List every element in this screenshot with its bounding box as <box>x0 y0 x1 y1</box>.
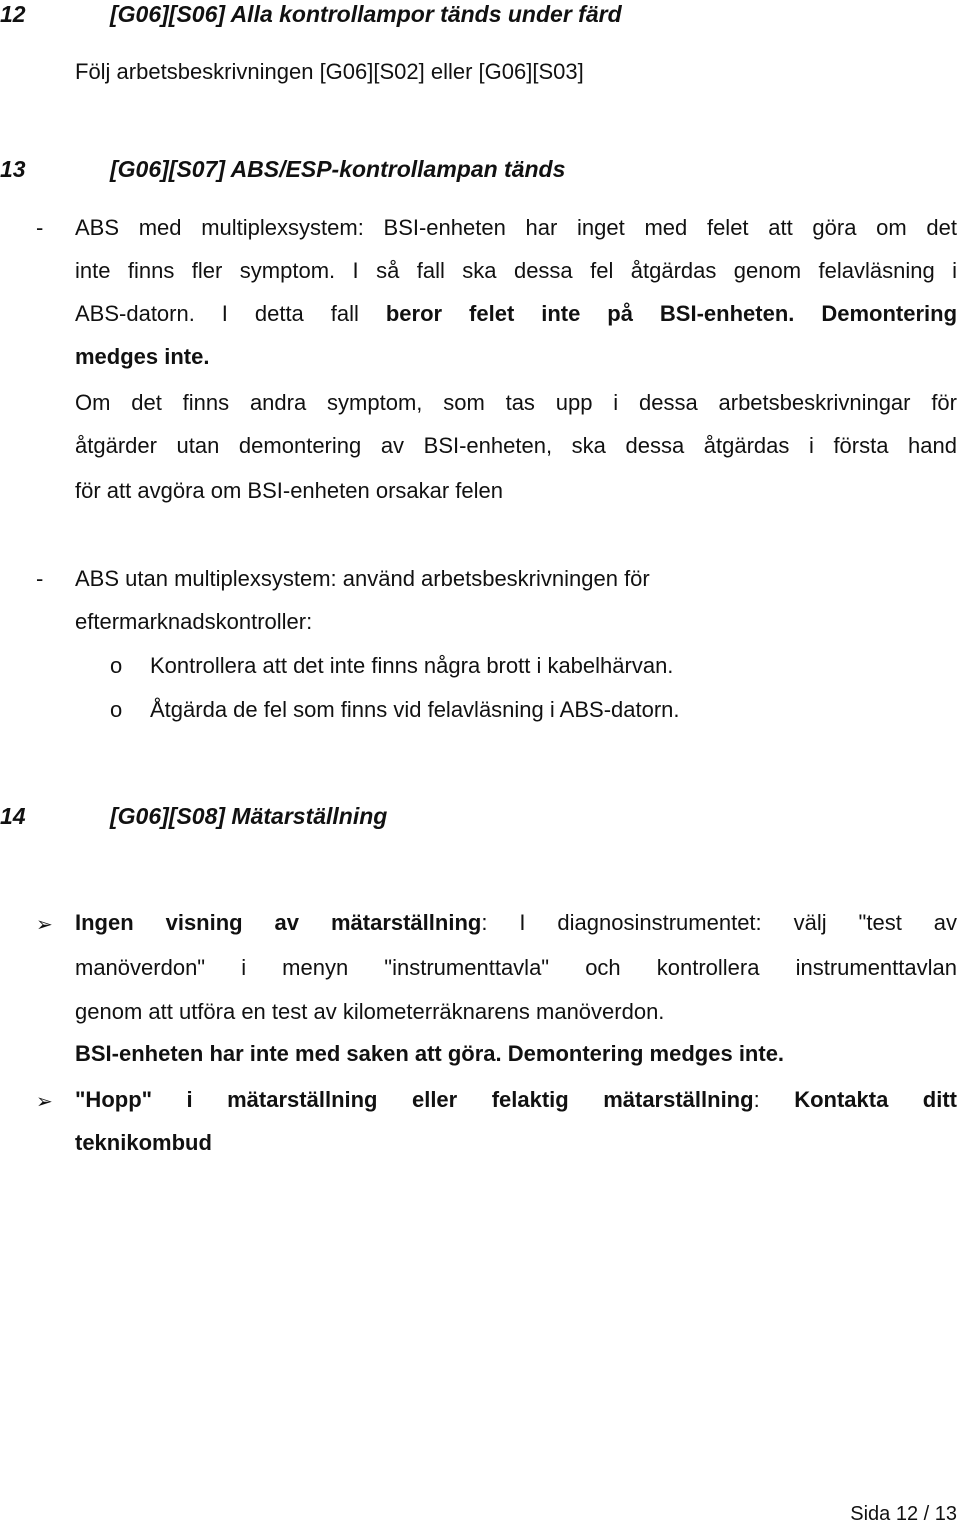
paragraph-line-bold: BSI-enheten har inte med saken att göra. Demontering medges inte. <box>75 1041 785 1066</box>
paragraph-line: inte finns fler symptom. I så fall ska dessa fel åtgärdas genom felavläsning i <box>75 258 957 283</box>
paragraph-text: : <box>753 1087 760 1112</box>
dash-marker: - <box>36 566 44 591</box>
paragraph-line: eftermarknadskontroller: <box>75 609 313 634</box>
section-number-13: 13 <box>0 156 26 182</box>
arrow-bullet-icon: ➢ <box>36 914 53 936</box>
paragraph-line: åtgärder utan demontering av BSI-enheten, ska dessa åtgärdas i första hand <box>75 433 957 458</box>
bullet-marker: o <box>110 653 123 678</box>
paragraph-line-bold: teknikombud <box>75 1130 212 1155</box>
section-heading-13: [G06][S07] ABS/ESP-kontrollampan tänds <box>110 156 566 182</box>
bullet-marker: o <box>110 697 123 722</box>
bullet-item: Åtgärda de fel som finns vid felavläsning i ABS-datorn. <box>150 697 680 722</box>
paragraph-line: ABS utan multiplexsystem: använd arbetsbeskrivningen för <box>75 566 650 591</box>
section-heading-14: [G06][S08] Mätarställning <box>110 803 388 829</box>
section-12-instruction: Följ arbetsbeskrivningen [G06][S02] eller [G06][S03] <box>75 59 584 84</box>
emphasis-text: beror felet inte på BSI-enheten. Demontering <box>385 301 958 326</box>
paragraph-line: genom att utföra en test av kilometerräknarens manöverdon. <box>75 999 665 1024</box>
paragraph-line <box>75 910 957 936</box>
page-number: Sida 12 / 13 <box>850 1503 957 1525</box>
section-number-12: 12 <box>0 1 26 27</box>
paragraph-text: ABS-datorn. I detta fall <box>75 301 359 326</box>
dash-marker: - <box>36 215 44 240</box>
paragraph-line: ABS med multiplexsystem: BSI-enheten har inget med felet att göra om det <box>75 215 957 240</box>
section-number-14: 14 <box>0 803 26 829</box>
emphasis-text: "Hopp" i mätarställning eller felaktig mätarställning <box>75 1087 754 1112</box>
paragraph-line: manöverdon" i menyn "instrumenttavla" och kontrollera instrumenttavlan <box>75 955 957 980</box>
paragraph-line: för att avgöra om BSI-enheten orsakar felen <box>75 478 504 503</box>
section-heading-12: [G06][S06] Alla kontrollampor tänds under färd <box>110 1 622 27</box>
paragraph-text: : I diagnosinstrumentet: välj "test av <box>481 910 957 935</box>
paragraph-line <box>75 301 957 327</box>
paragraph-line-bold: medges inte. <box>75 344 210 369</box>
arrow-bullet-icon: ➢ <box>36 1091 53 1113</box>
paragraph-line: Om det finns andra symptom, som tas upp i dessa arbetsbeskrivningar för <box>75 390 957 415</box>
paragraph-line <box>75 1087 957 1113</box>
emphasis-text: Ingen visning av mätarställning <box>75 910 482 935</box>
bullet-item: Kontrollera att det inte finns några brott i kabelhärvan. <box>150 653 674 678</box>
emphasis-text: Kontakta ditt <box>794 1087 957 1112</box>
